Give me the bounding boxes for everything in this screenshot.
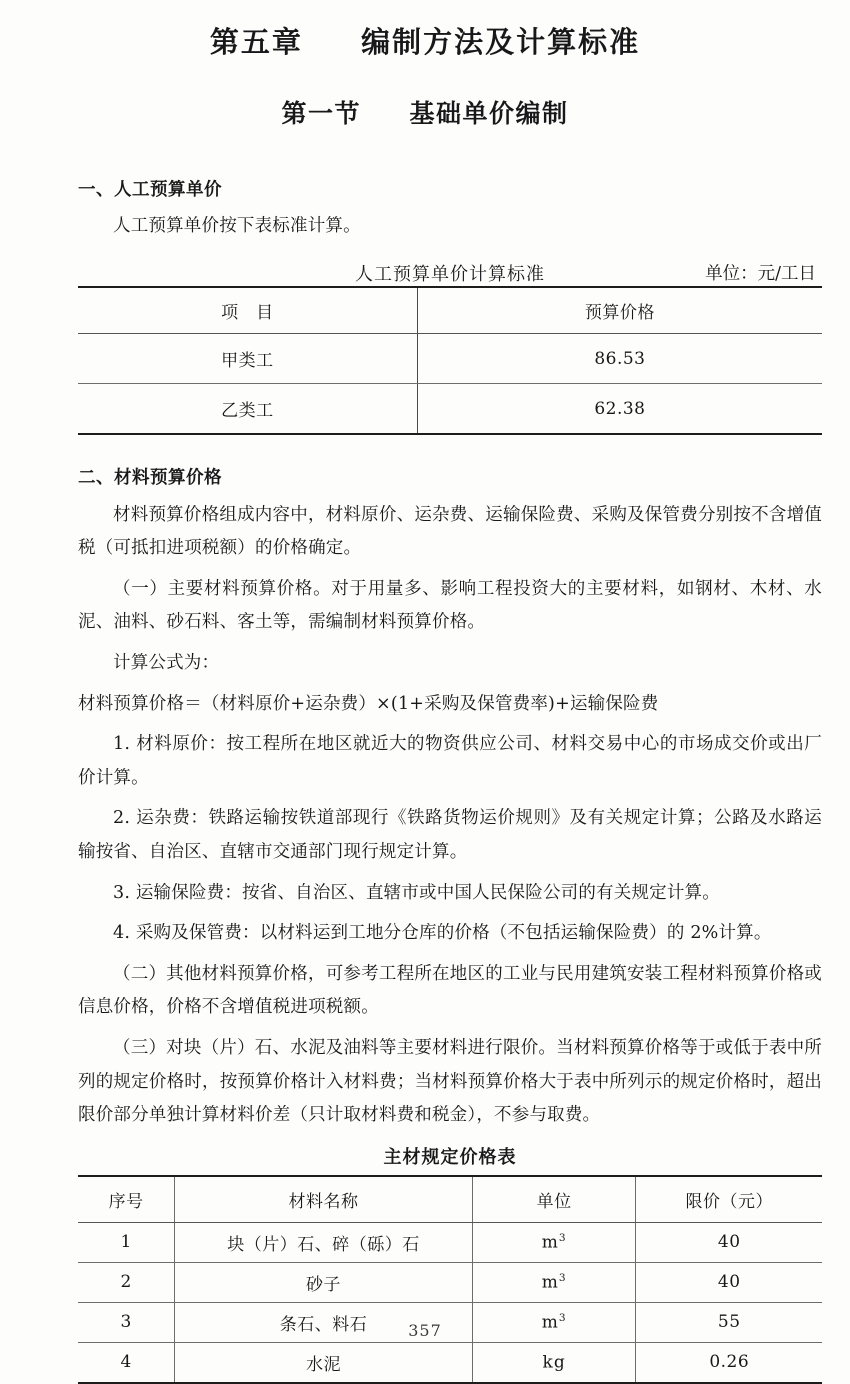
cell-price-cap: 55 (636, 1302, 822, 1342)
cell-item: 乙类工 (78, 384, 417, 435)
paragraph-item-3-insurance: 3. 运输保险费：按省、自治区、直辖市或中国人民保险公司的有关规定计算。 (113, 882, 720, 903)
paragraph-item-1-original-price: 1. 材料原价：按工程所在地区就近大的物资供应公司、材料交易中心的市场成交价或出厂价计算。 (78, 734, 822, 788)
cell-no: 3 (78, 1302, 175, 1342)
cell-material-name: 块（片）石、碎（砾）石 (175, 1222, 473, 1262)
cell-price: 62.38 (417, 384, 822, 435)
table-row (78, 1262, 822, 1302)
paragraph-main-material-price: （一）主要材料预算价格。对于用量多、影响工程投资大的主要材料，如钢材、木材、水泥、油料、砂石料、客土等，需编制材料预算价格。 (78, 578, 822, 633)
unit-exponent: 3 (558, 1311, 567, 1324)
column-header-price-cap: 限价（元） (636, 1176, 822, 1223)
paragraph-other-material-price: （二）其他材料预算价格，可参考工程所在地区的工业与民用建筑安装工程材料预算价格或信息价格，价格不含增值税进项税额。 (78, 963, 822, 1018)
table-row (78, 334, 822, 384)
subsection-1-lead: 人工预算单价按下表标准计算。 (113, 215, 361, 236)
cell-material-name: 条石、料石 (175, 1302, 473, 1342)
cell-no: 1 (78, 1222, 175, 1262)
paragraph-price-cap: （三）对块（片）石、水泥及油料等主要材料进行限价。当材料预算价格等于或低于表中所列的规定价格时，按预算价格计入材料费；当材料预算价格大于表中所列示的规定价格时，超出限价部分单独计算材料价差（只计取材料费和税金），不参与取费。 (78, 1038, 822, 1126)
cell-price: 86.53 (417, 334, 822, 384)
unit-exponent: 3 (558, 1271, 567, 1284)
chapter-title-text: 编制方法及计算标准 (361, 25, 641, 59)
section-title (0, 96, 850, 131)
chapter-title-number: 第五章 (209, 25, 303, 59)
table-row (78, 1222, 822, 1262)
document-page (0, 22, 850, 1375)
unit-exponent: 3 (558, 1231, 567, 1244)
main-material-price-table (78, 1175, 822, 1384)
cell-item: 甲类工 (78, 334, 417, 384)
cell-no: 2 (78, 1262, 175, 1302)
labor-table-unit-label: 单位：元/工日 (705, 264, 816, 285)
cell-unit (472, 1262, 636, 1302)
table-header-row (78, 287, 822, 334)
column-header-material-name: 材料名称 (175, 1176, 473, 1223)
document-body (0, 177, 850, 1384)
labor-table-caption-line (78, 260, 822, 286)
paragraph-formula: 材料预算价格＝（材料原价+运杂费）×(1+采购及保管费率)+运输保险费 (78, 693, 659, 714)
column-header-no: 序号 (78, 1176, 175, 1223)
cell-no: 4 (78, 1342, 175, 1383)
main-material-table-block (78, 1143, 822, 1384)
paragraph-formula-lead: 计算公式为： (113, 653, 220, 674)
labor-table-caption: 人工预算单价计算标准 (355, 264, 545, 286)
cell-price-cap: 0.26 (636, 1342, 822, 1383)
subsection-heading-1: 一、人工预算单价 (78, 179, 222, 200)
cell-price-cap: 40 (636, 1262, 822, 1302)
cell-material-name: 砂子 (175, 1262, 473, 1302)
chapter-title (0, 22, 850, 63)
table-header-row (78, 1176, 822, 1223)
table-row (78, 1342, 822, 1383)
unit-base: m (541, 1232, 559, 1253)
cell-unit (472, 1342, 636, 1383)
column-header-unit: 单位 (472, 1176, 636, 1223)
page-number: 357 (408, 1321, 442, 1340)
main-material-table-caption: 主材规定价格表 (383, 1146, 517, 1168)
subsection-heading-2: 二、材料预算价格 (78, 468, 222, 489)
section-title-text: 基础单价编制 (409, 98, 569, 128)
paragraph-item-4-procurement: 4. 采购及保管费：以材料运到工地分仓库的价格（不包括运输保险费）的 2%计算。 (113, 923, 772, 944)
cell-unit (472, 1222, 636, 1262)
column-header-item: 项 目 (78, 287, 417, 334)
cell-price-cap: 40 (636, 1222, 822, 1262)
section-title-number: 第一节 (281, 98, 362, 128)
table-row (78, 384, 822, 435)
unit-base: kg (542, 1352, 566, 1373)
column-header-price: 预算价格 (417, 287, 822, 334)
cell-material-name: 水泥 (175, 1342, 473, 1383)
unit-base: m (541, 1272, 559, 1293)
labor-budget-price-table (78, 286, 822, 435)
paragraph-material-composition: 材料预算价格组成内容中，材料原价、运杂费、运输保险费、采购及保管费分别按不含增值税（可抵扣进项税额）的价格确定。 (78, 504, 822, 559)
paragraph-item-2-freight: 2. 运杂费：铁路运输按铁道部现行《铁路货物运价规则》及有关规定计算；公路及水路运输按省、自治区、直辖市交通部门现行规定计算。 (78, 808, 822, 863)
unit-base: m (541, 1312, 559, 1333)
